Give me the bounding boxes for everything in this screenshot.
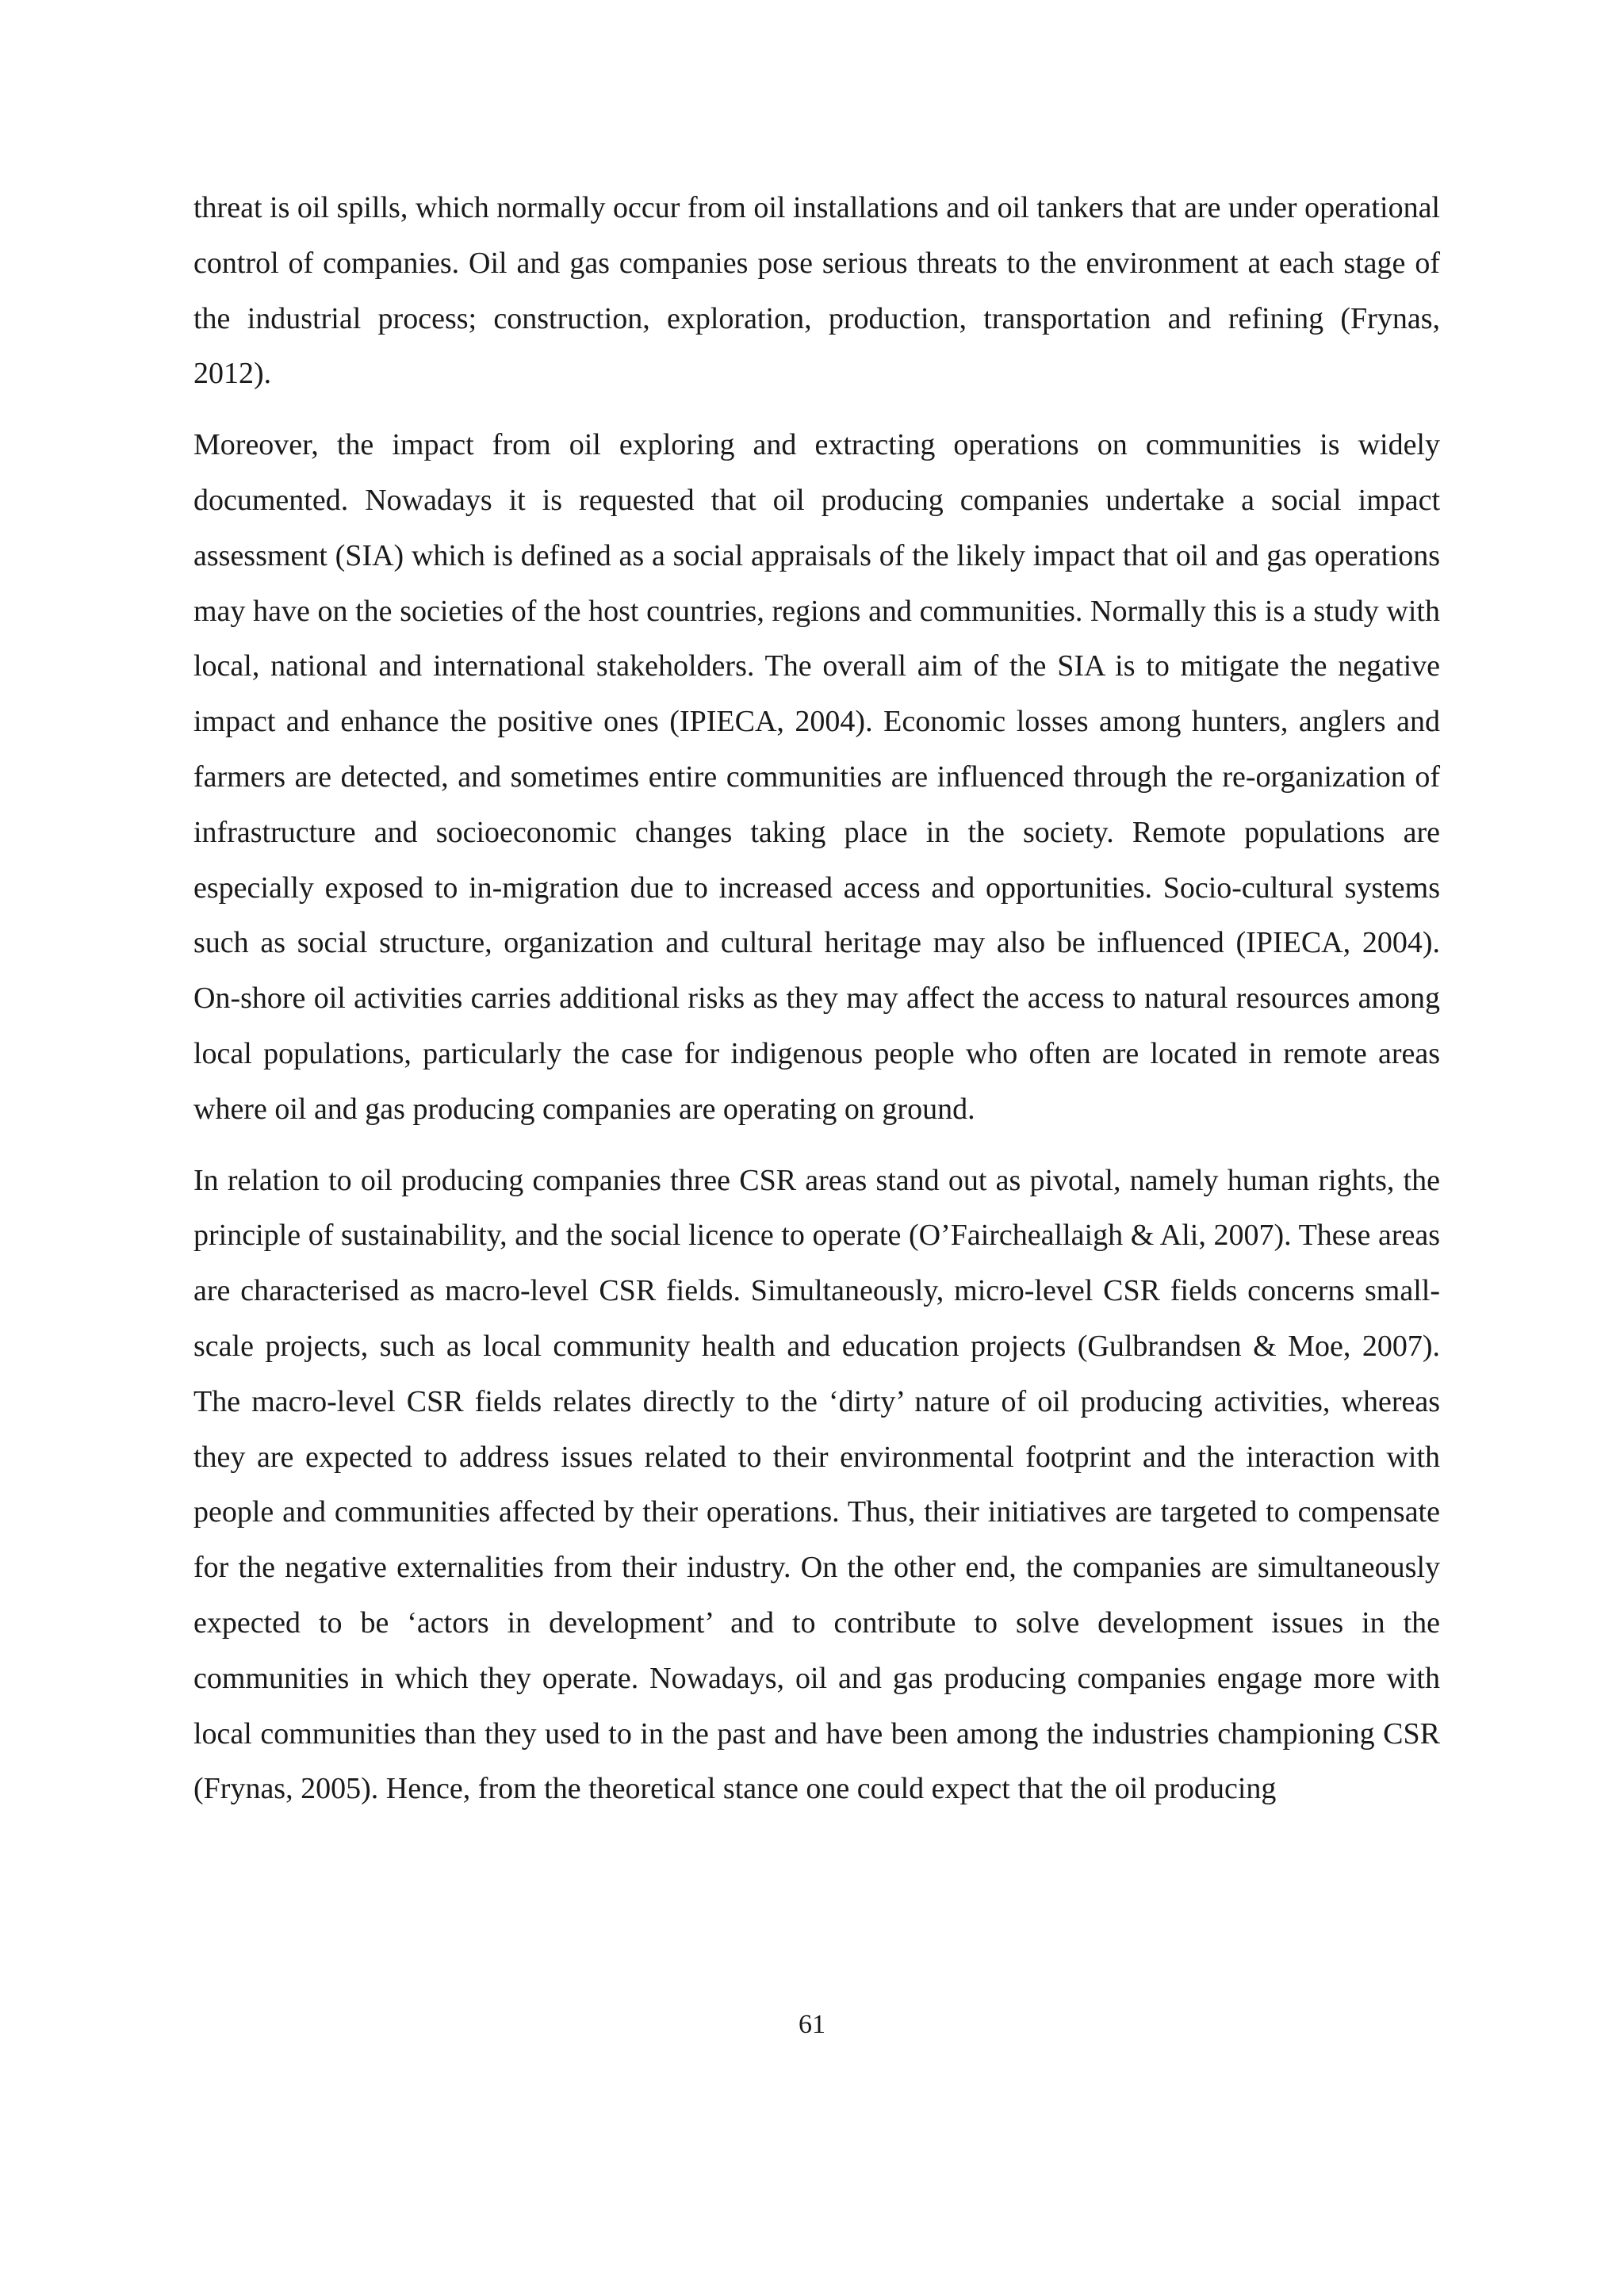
paragraph-csr-areas: In relation to oil producing companies three CSR areas stand out as pivotal, namely human rights, the principle of sustainability, and the social licence to operate (O’Faircheallaigh & Ali, 2007). These areas are characterised as macro-level CSR fields. Simultaneously, micro-level CSR fields concerns small-scale projects, such as local community health and education projects (Gulbrandsen & Moe, 2007). The macro-level CSR fields relates directly to the ‘dirty’ nature of oil producing activities, whereas they are expected to address issues related to their environmental footprint and the interaction with people and communities affected by their operations. Thus, their initiatives are targeted to compensate for the negative externalities from their industry. On the other end, the companies are simultaneously expected to be ‘actors in development’ and to contribute to solve development issues in the communities in which they operate. Nowadays, oil and gas producing companies engage more with local communities than they used to in the past and have been among the industries championing CSR (Frynas, 2005). Hence, from the theoretical stance one could expect that the oil producing bbox=[193, 1163, 1440, 1806]
paragraph-community-impact: Moreover, the impact from oil exploring and extracting operations on communities is widely documented. Nowadays it is requested that oil producing companies undertake a social impact assessment (SIA) which is defined as a social appraisals of the likely impact that oil and gas operations may have on the societies of the host countries, regions and communities. Normally this is a study with local, national and international stakeholders. The overall aim of the SIA is to mitigate the negative impact and enhance the positive ones (IPIECA, 2004). Economic losses among hunters, anglers and farmers are detected, and sometimes entire communities are influenced through the re-organization of infrastructure and socioeconomic changes taking place in the society. Remote populations are especially exposed to in-migration due to increased access and opportunities. Socio-cultural systems such as social structure, organization and cultural heritage may also be influenced (IPIECA, 2004). On-shore oil activities carries additional risks as they may affect the access to natural resources among local populations, particularly the case for indigenous people who often are located in remote areas where oil and gas producing companies are operating on ground. bbox=[193, 428, 1440, 1126]
page-number: 61 bbox=[799, 2010, 825, 2039]
paragraph-oil-spills: threat is oil spills, which normally occur from oil installations and oil tankers that are under operational control of companies. Oil and gas companies pose serious threats to the environment at each stage of the industrial process; construction, exploration, production, transportation and refining (Frynas, 2012). bbox=[193, 191, 1440, 391]
body-text bbox=[193, 181, 1440, 1833]
